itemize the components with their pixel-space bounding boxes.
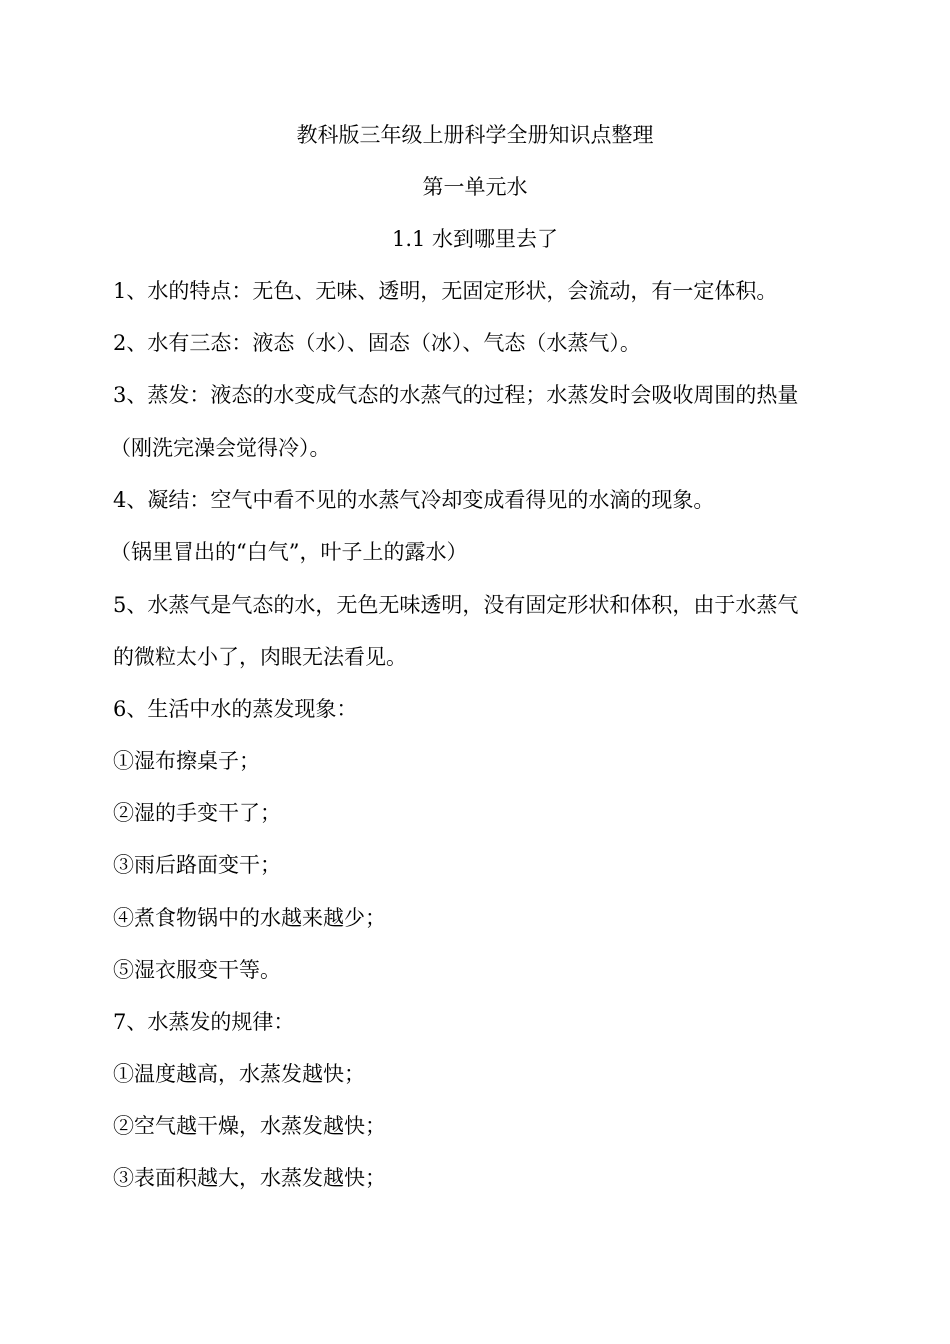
paragraph-line: 5、水蒸气是气态的水，无色无味透明，没有固定形状和体积，由于水蒸气 [113, 593, 799, 617]
list-item: ①温度越高，水蒸发越快； [113, 1062, 365, 1086]
list-item: ③雨后路面变干； [113, 853, 281, 877]
list-item: ③表面积越大，水蒸发越快； [113, 1166, 386, 1190]
paragraph-line: 1、水的特点：无色、无味、透明，无固定形状，会流动，有一定体积。 [113, 279, 778, 303]
paragraph-line: 6、生活中水的蒸发现象： [113, 697, 358, 721]
lesson-heading: 1.1 水到哪里去了 [391, 227, 559, 251]
document-title: 教科版三年级上册科学全册知识点整理 [296, 123, 654, 147]
paragraph-line: 3、蒸发：液态的水变成气态的水蒸气的过程；水蒸发时会吸收周围的热量 [113, 383, 799, 407]
paragraph-line: 2、水有三态：液态（水）、固态（冰）、气态（水蒸气）。 [113, 331, 641, 355]
list-item: ④煮食物锅中的水越来越少； [113, 906, 386, 930]
paragraph-line: 7、水蒸发的规律： [113, 1010, 295, 1034]
paragraph-line: 4、凝结：空气中看不见的水蒸气冷却变成看得见的水滴的现象。 [113, 488, 715, 512]
paragraph-line: （刚洗完澡会觉得冷）。 [110, 436, 331, 460]
list-item: ②湿的手变干了； [113, 801, 281, 825]
paragraph-line: （锅里冒出的“白气”，叶子上的露水） [110, 540, 468, 564]
paragraph-line: 的微粒太小了，肉眼无法看见。 [113, 645, 407, 669]
list-item: ②空气越干燥，水蒸发越快； [113, 1114, 386, 1138]
unit-heading: 第一单元水 [422, 175, 528, 199]
list-item: ①湿布擦桌子； [113, 749, 260, 773]
list-item: ⑤湿衣服变干等。 [113, 958, 281, 982]
